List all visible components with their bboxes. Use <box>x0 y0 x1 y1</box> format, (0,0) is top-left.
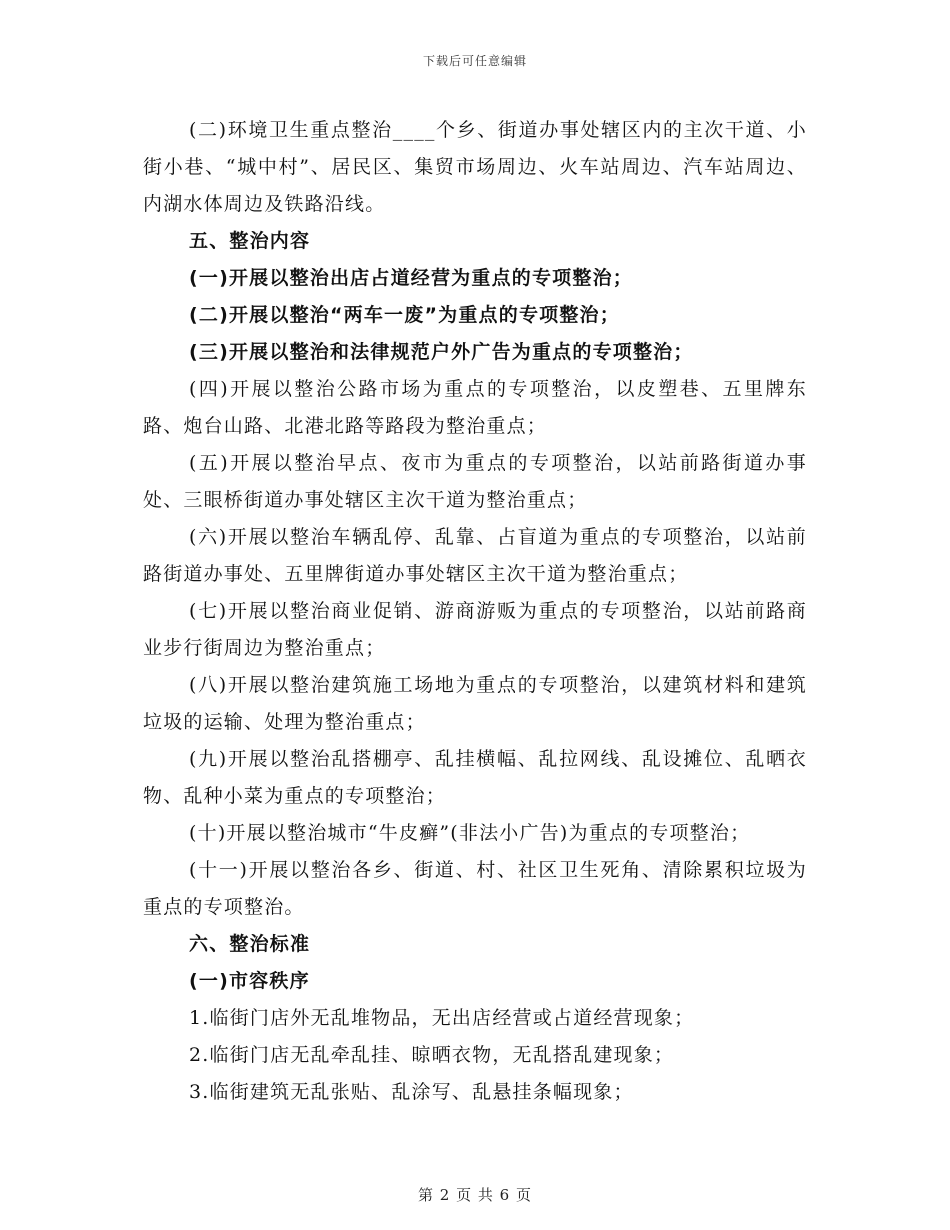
subsection-heading-city-order: (一)市容秩序 <box>189 970 310 992</box>
item-11-paragraph: (十一)开展以整治各乡、街道、村、社区卫生死角、清除累积垃圾为重点的专项整治。 <box>143 859 807 918</box>
item-4-paragraph: (四)开展以整治公路市场为重点的专项整治，以皮塑巷、五里牌东路、炮台山路、北港北路等路段为整治重点； <box>143 378 807 437</box>
item-1-heading: (一)开展以整治出店占道经营为重点的专项整治； <box>189 267 633 289</box>
item-2-heading: (二)开展以整治“两车一废”为重点的专项整治； <box>189 304 620 326</box>
page-footer: 第 2 页 共 6 页 <box>418 1186 532 1204</box>
item-6-paragraph: (六)开展以整治车辆乱停、乱靠、占盲道为重点的专项整治，以站前路街道办事处、五里牌街道办事处辖区主次干道为整治重点； <box>143 526 807 585</box>
section-heading-content: 五、整治内容 <box>189 230 311 252</box>
standard-item-3: 3.临街建筑无乱张贴、乱涂写、乱悬挂条幅现象； <box>189 1081 634 1103</box>
standard-item-2: 2.临街门店无乱牵乱挂、晾晒衣物，无乱搭乱建现象； <box>189 1044 675 1066</box>
item-10-paragraph: (十)开展以整治城市“牛皮癣”(非法小广告)为重点的专项整治； <box>189 822 751 844</box>
item-7-paragraph: (七)开展以整治商业促销、游商游贩为重点的专项整治，以站前路商业步行街周边为整治重点； <box>143 600 807 659</box>
item-9-paragraph: (九)开展以整治乱搭棚亭、乱挂横幅、乱拉网线、乱设摊位、乱晒衣物、乱种小菜为重点的专项整治； <box>143 748 807 807</box>
item-5-paragraph: (五)开展以整治早点、夜市为重点的专项整治，以站前路街道办事处、三眼桥街道办事处辖区主次干道为整治重点； <box>143 452 807 511</box>
section-heading-standards: 六、整治标准 <box>189 933 311 955</box>
item-8-paragraph: (八)开展以整治建筑施工场地为重点的专项整治，以建筑材料和建筑垃圾的运输、处理为整治重点； <box>143 674 807 733</box>
standard-item-1: 1.临街门店外无乱堆物品，无出店经营或占道经营现象； <box>189 1007 695 1029</box>
paragraph-scope-environment: (二)环境卫生重点整治____个乡、街道办事处辖区内的主次干道、小街小巷、“城中村”、居民区、集贸市场周边、火车站周边、汽车站周边、内湖水体周边及铁路沿线。 <box>143 119 807 215</box>
item-3-heading: (三)开展以整治和法律规范户外广告为重点的专项整治； <box>189 341 694 363</box>
document-body <box>143 112 807 1111</box>
page-header: 下载后可任意编辑 <box>422 54 527 68</box>
